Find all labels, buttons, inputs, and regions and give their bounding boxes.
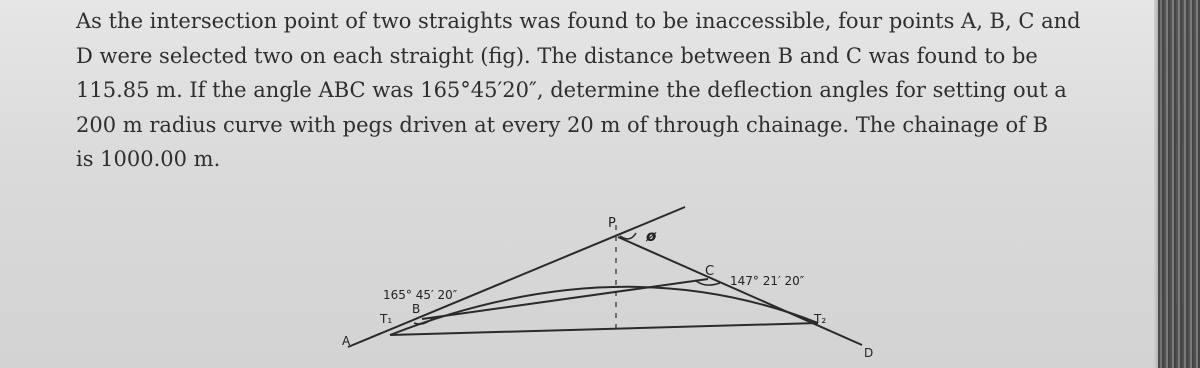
- page-stack-edge: [1158, 0, 1200, 368]
- problem-line-2: D were selected two on each straight (fig). The distance between B and C was found to be: [76, 43, 1038, 68]
- problem-line-4: 200 m radius curve with pegs driven at every 20 m of through chainage. The chainage of B: [76, 112, 1048, 137]
- label-phi: ø: [646, 227, 657, 245]
- label-d: D: [864, 346, 874, 360]
- straight-cd: [618, 237, 862, 345]
- problem-statement: [76, 4, 1161, 177]
- curve-figure: [330, 195, 930, 368]
- label-p: P: [608, 216, 616, 231]
- straight-ab: [348, 207, 685, 347]
- label-a: A: [342, 334, 351, 348]
- label-angle-b: 165° 45′ 20″: [383, 288, 458, 302]
- problem-line-3: 115.85 m. If the angle ABC was 165°45′20″, determine the deflection angles for setting out a: [76, 78, 1067, 102]
- long-chord-t1t2: [390, 323, 818, 335]
- curve-diagram: [330, 195, 930, 368]
- problem-line-1: As the intersection point of two straights was found to be inaccessible, four points A, B, C and: [76, 9, 1081, 33]
- label-t1: T₁: [380, 312, 393, 326]
- label-t2: T₂: [814, 312, 827, 326]
- label-c: C: [705, 264, 715, 279]
- problem-line-5: is 1000.00 m.: [76, 147, 221, 171]
- label-angle-c: 147° 21′ 20″: [730, 274, 805, 288]
- label-b: B: [412, 302, 421, 316]
